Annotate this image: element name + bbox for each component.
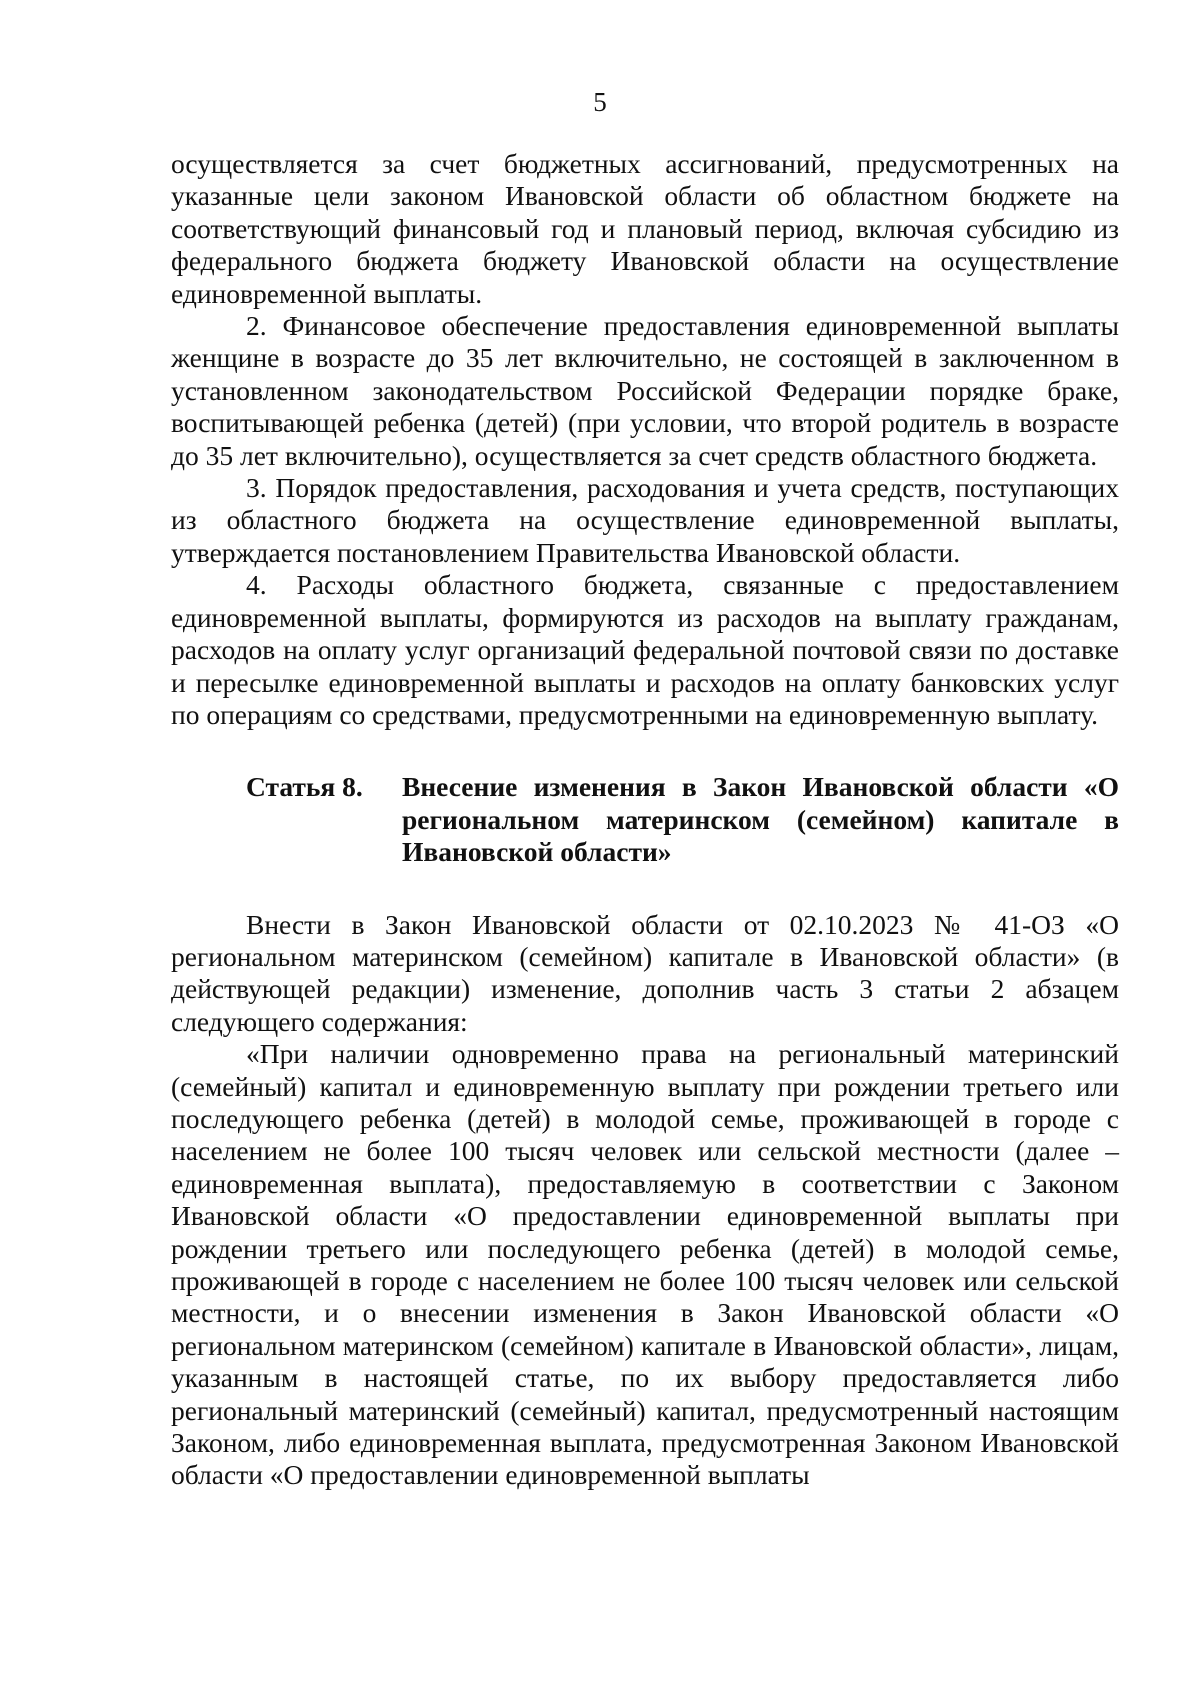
heading-spacer [171,869,1119,909]
article-number: Статья 8. [246,771,363,803]
paragraph-continuation: осуществляется за счет бюджетных ассигнований, предусмотренных на указанные цели законом Ивановской области об областном бюджете на соответствующий финансовый год и плановый период, включая субсидию из федерального бюджета бюджету Ивановской области на осуществление единовременной выплаты. [171,148,1119,309]
paragraph-item-4: 4. Расходы областного бюджета, связанные с предоставлением единовременной выплаты, формируются из расходов на выплату гражданам, расходов на оплату услуг организаций федеральной почтовой связи по доставке и пересылке единовременной выплаты и расходов на оплату банковских услуг по операциям со средствами, предусмотренными на единовременную выплату. [171,569,1119,730]
document-body [171,148,1119,1492]
paragraph-amend-intro: Внести в Закон Ивановской области от 02.10.2023 № 41-ОЗ «О региональном материнском (семейном) капитале в Ивановской области» (в действующей редакции) изменение, дополнив часть 3 статьи 2 абзацем следующего содержания: [171,908,1119,1037]
article-heading [171,771,1119,868]
paragraph-amend-text: «При наличии одновременно права на региональный материнский (семейный) капитал и единовременную выплату при рождении третьего или последующего ребенка (детей) в молодой семье, проживающей в городе с населением не более 100 тысяч человек или сельской местности (далее – единовременная выплата), предоставляемую в соответствии с Законом Ивановской области «О предоставлении единовременной выплаты при рождении третьего или последующего ребенка (детей) в молодой семье, проживающей в городе с населением не более 100 тысяч человек или сельской местности, и о внесении изменения в Закон Ивановской области «О региональном материнском (семейном) капитале в Ивановской области», лицам, указанным в настоящей статье, по их выбору предоставляется либо региональный материнский (семейный) капитал, предусмотренный настоящим Законом, либо единовременная выплата, предусмотренная Законом Ивановской области «О предоставлении единовременной выплаты [171,1038,1119,1491]
paragraph-item-2: 2. Финансовое обеспечение предоставления единовременной выплаты женщине в возрасте до 35 лет включительно, не состоящей в заключенном в установленном законодательством Российской Федерации порядке браке, воспитывающей ребенка (детей) (при условии, что второй родитель в возрасте до 35 лет включительно), осуществляется за счет средств областного бюджета. [171,310,1119,471]
page-number: 5 [593,87,607,117]
paragraph-item-3: 3. Порядок предоставления, расходования и учета средств, поступающих из областного бюджета на осуществление единовременной выплаты, утверждается постановлением Правительства Ивановской области. [171,472,1119,568]
article-title: Внесение изменения в Закон Ивановской области «О региональном материнском (семейном) капитале в Ивановской области» [402,771,1119,868]
